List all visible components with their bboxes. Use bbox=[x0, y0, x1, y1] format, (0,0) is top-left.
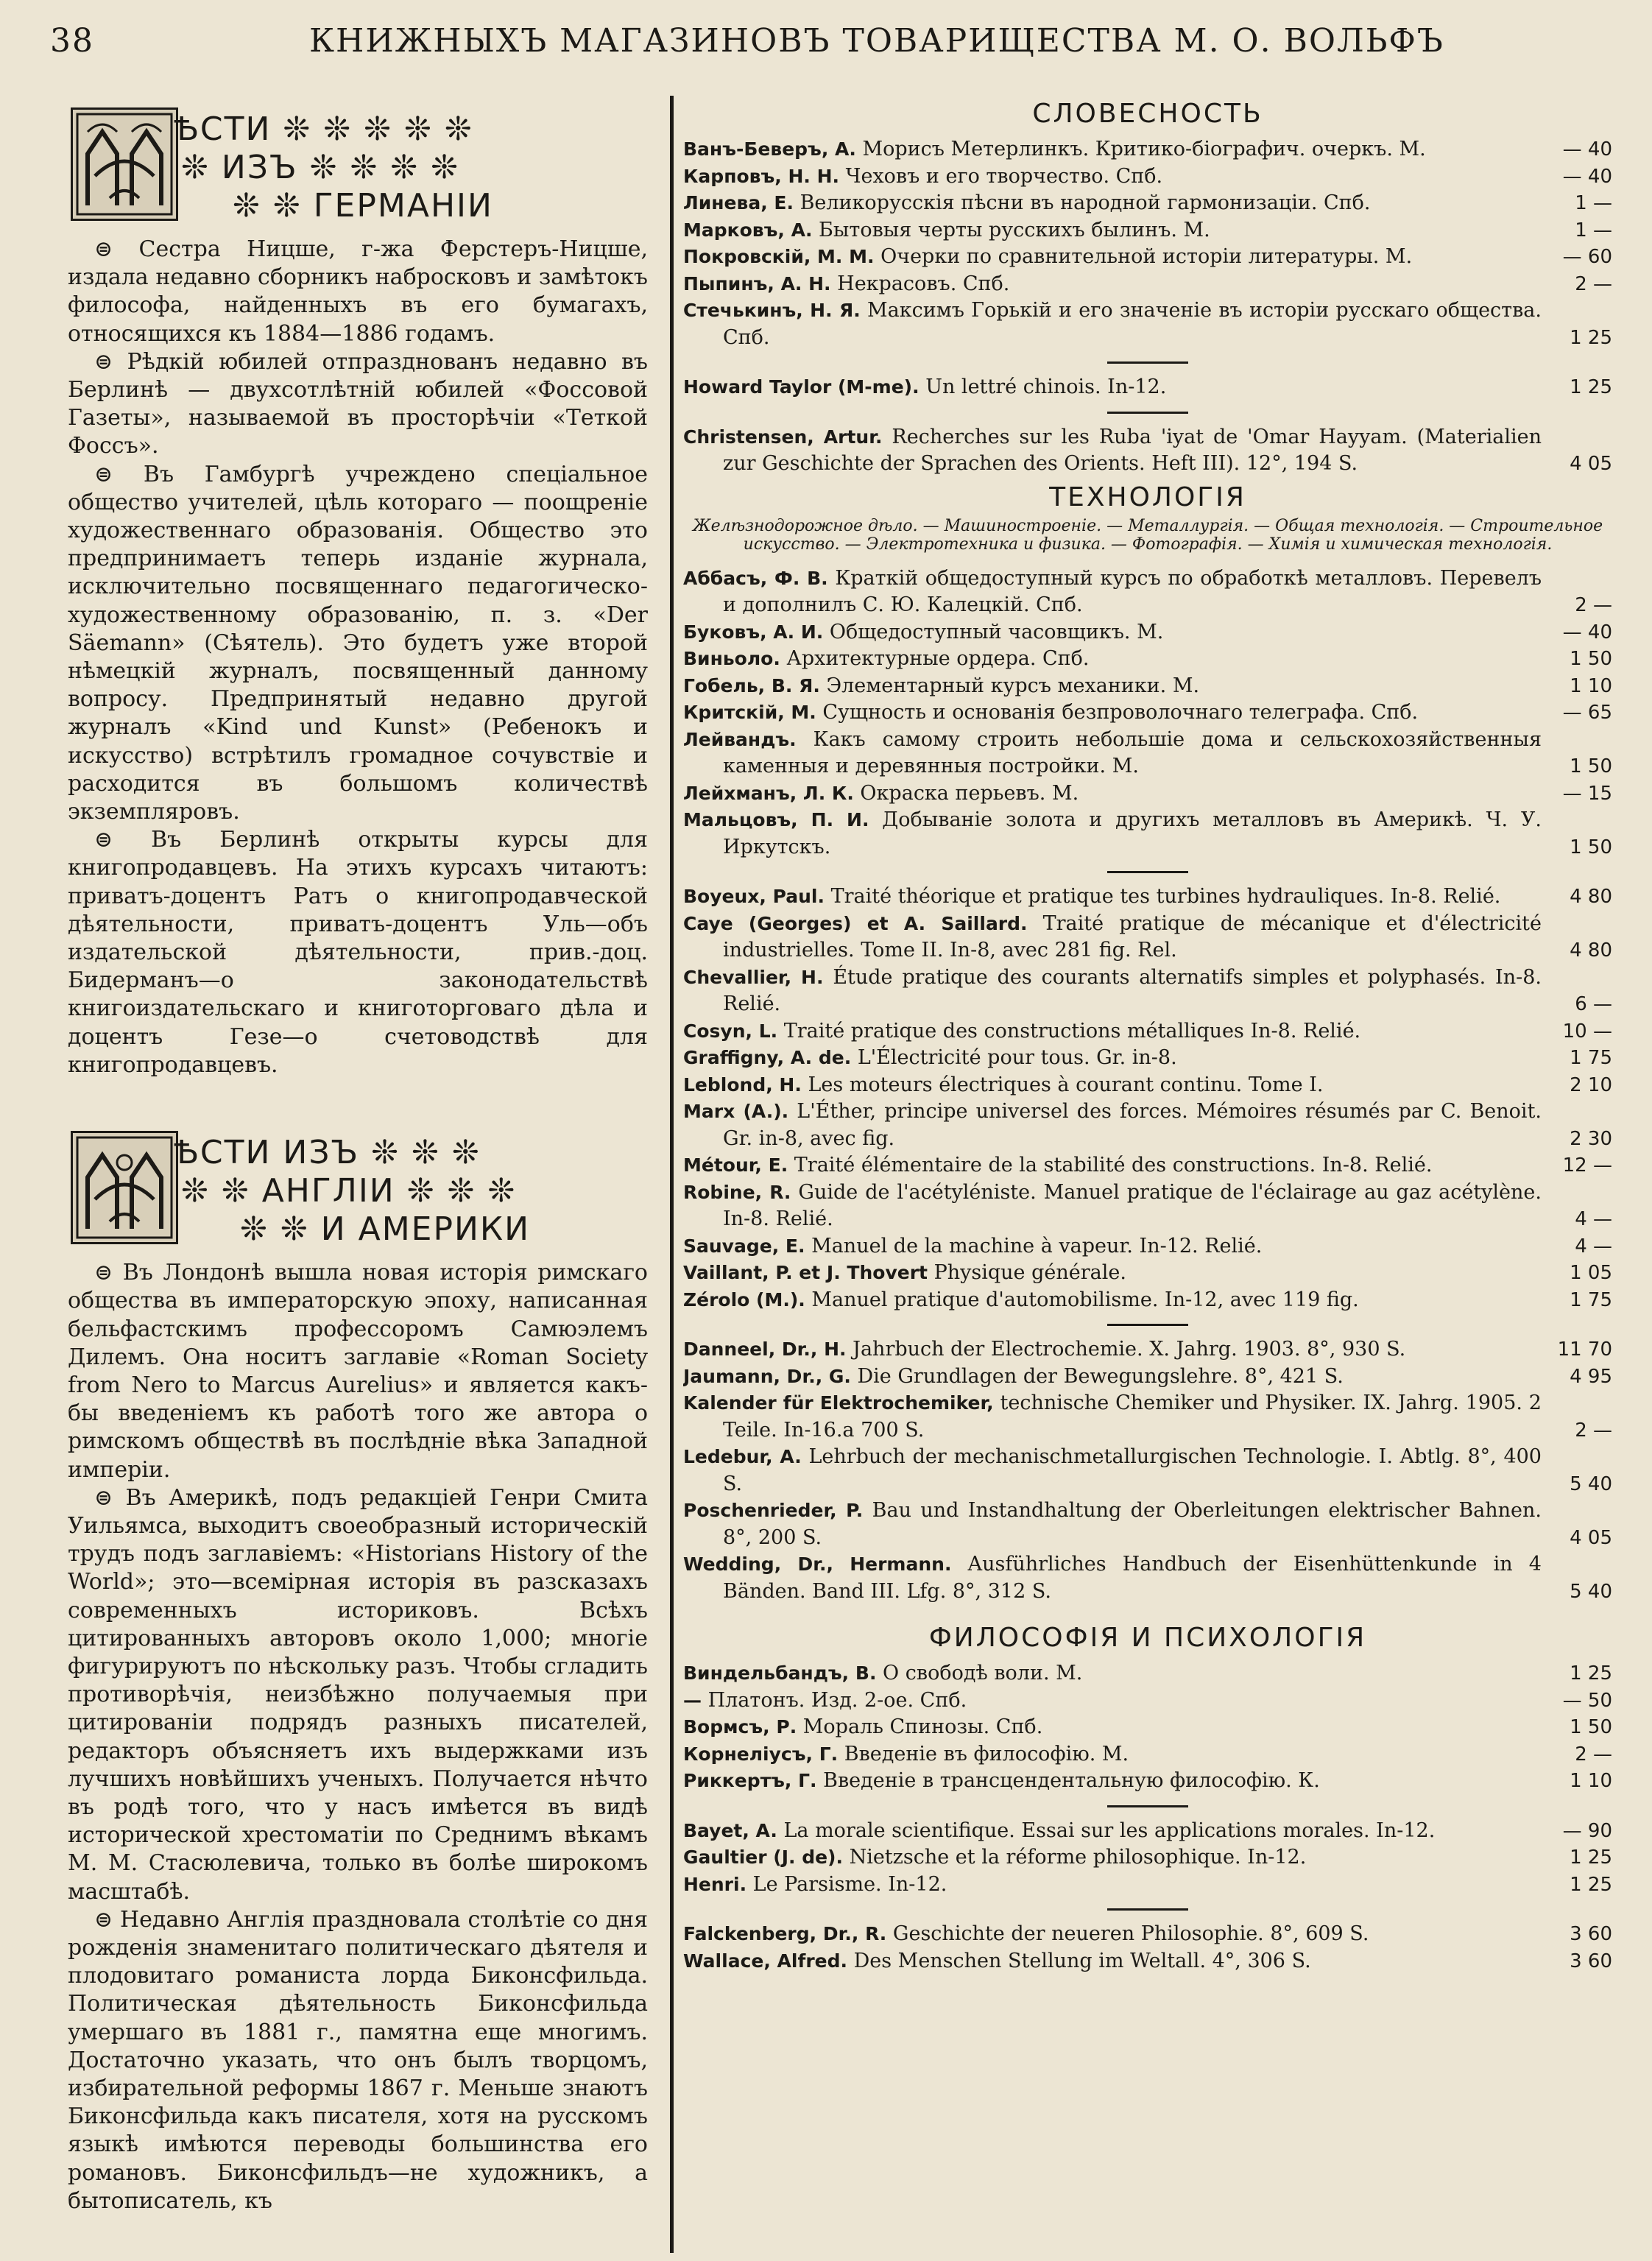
catalog-entry bbox=[683, 374, 1612, 401]
catalog-entry bbox=[683, 619, 1612, 646]
entry-price: 2 — bbox=[1575, 594, 1612, 616]
ornament-initial-icon bbox=[71, 1131, 178, 1244]
entry-title: Введеніе в трансцендентальную философію. К. bbox=[823, 1769, 1320, 1792]
rubric-england-america bbox=[63, 1124, 652, 1250]
entry-author: Boyeux, Paul. bbox=[683, 886, 825, 907]
entry-title: Geschichte der neueren Philosophie. 8°, 609 S. bbox=[892, 1922, 1369, 1945]
entry-author: Robine, R. bbox=[683, 1181, 791, 1203]
entry-title: Элементарный курсъ механики. М. bbox=[826, 674, 1200, 697]
entry-title: Le Parsisme. In-12. bbox=[752, 1872, 947, 1896]
catalog-entry bbox=[683, 163, 1612, 191]
entry-author: Danneel, Dr., H. bbox=[683, 1338, 847, 1360]
entry-title: Nietzsche et la réforme philosophique. In-12. bbox=[849, 1846, 1307, 1869]
entry-title: Великорусскія пѣсни въ народной гармонизаціи. Спб. bbox=[799, 191, 1371, 214]
entry-title: Traité élémentaire de la stabilité des constructions. In-8. Relié. bbox=[794, 1154, 1433, 1177]
entry-price: 1 75 bbox=[1570, 1288, 1612, 1311]
entry-title: Manuel de la machine à vapeur. In-12. Relié. bbox=[811, 1234, 1263, 1258]
entry-price: — 50 bbox=[1562, 1689, 1612, 1712]
entry-title: L'Éther, principe universel des forces. Mémoires résumés par C. Benoit. Gr. in-8, avec fig. bbox=[723, 1100, 1542, 1150]
entry-price: 1 25 bbox=[1570, 1662, 1612, 1685]
entry-title: Jahrbuch der Electrochemie. X. Jahrg. 1903. 8°, 930 S. bbox=[853, 1338, 1406, 1361]
entry-title: Physique générale. bbox=[933, 1261, 1126, 1284]
entry-price: 1 50 bbox=[1570, 755, 1612, 777]
entry-price: 4 — bbox=[1575, 1235, 1612, 1258]
entry-title: Сущность и основанія безпроволочнаго телеграфа. Спб. bbox=[822, 701, 1419, 724]
entry-price: 2 10 bbox=[1570, 1073, 1612, 1096]
entry-price: 4 95 bbox=[1570, 1365, 1612, 1388]
entry-title: Guide de l'acétyléniste. Manuel pratique de l'éclairage au gaz acétylène. In-8. Relié. bbox=[723, 1180, 1542, 1230]
entry-author: Sauvage, E. bbox=[683, 1235, 805, 1257]
catalog-entry bbox=[683, 1498, 1612, 1551]
entry-title: Бытовыя черты русскихъ былинъ. М. bbox=[819, 218, 1210, 241]
entry-price: 12 — bbox=[1562, 1154, 1612, 1177]
entry-author: Марковъ, А. bbox=[683, 219, 813, 241]
entry-author: Ванъ-Беверъ, А. bbox=[683, 138, 856, 160]
catalog-entry bbox=[683, 1364, 1612, 1391]
catalog-entry bbox=[683, 217, 1612, 244]
catalog-entry bbox=[683, 1444, 1612, 1498]
rubric-germany-line-3: ❊ ❊ ГЕРМАНІИ bbox=[233, 187, 493, 225]
entry-title: Traité théorique et pratique tes turbines hydrauliques. In-8. Relié. bbox=[830, 885, 1501, 908]
catalog-entry bbox=[683, 1045, 1612, 1072]
catalog-entry bbox=[683, 807, 1612, 861]
column-divider bbox=[670, 96, 674, 2253]
catalog-entry bbox=[683, 1179, 1612, 1233]
entry-author: Мальцовъ, П. И. bbox=[683, 809, 869, 830]
catalog-entry bbox=[683, 1714, 1612, 1741]
catalog-entry bbox=[683, 1687, 1612, 1715]
catalog-entry bbox=[683, 1018, 1612, 1045]
entry-author: Вормсъ, Р. bbox=[683, 1716, 797, 1738]
entry-price: 1 50 bbox=[1570, 648, 1612, 670]
rubric-germany-line-1: ѢСТИ ❊ ❊ ❊ ❊ ❊ bbox=[174, 110, 473, 148]
entry-title: Manuel pratique d'automobilisme. In-12, avec 119 fig. bbox=[811, 1288, 1359, 1311]
news-paragraph: ⊜ Недавно Англія праздновала столѣтіе со дня рожденія знаменитаго политическаго дѣятеля и плодовитаго романиста лорда Биконсфильда. Политическая дѣятельность Биконсфильда умершаго въ 1881 г., памятна еще многимъ. Достаточно указать, что онъ былъ творцомъ, избирательной реформы 1867 г. Меньше знаютъ Биконсфильда какъ писателя, хотя на русскомъ языкѣ имѣются переводы большинства его романовъ. Биконсфильдъ—не художникъ, а бытописатель, къ bbox=[68, 1906, 648, 2214]
catalog-entry bbox=[683, 565, 1612, 619]
entry-price: 1 25 bbox=[1570, 326, 1612, 349]
catalog-entry bbox=[683, 136, 1612, 163]
catalog-entry bbox=[683, 1152, 1612, 1179]
rubric-england-line-1: ѢСТИ ИЗЪ ❊ ❊ ❊ bbox=[174, 1134, 481, 1172]
entry-title: Платонъ. Изд. 2-ое. Спб. bbox=[707, 1688, 967, 1712]
entry-price: 1 25 bbox=[1570, 1873, 1612, 1896]
entry-title: Lehrbuch der mechanischmetallurgischen Technologie. I. Abtlg. 8°, 400 S. bbox=[723, 1445, 1542, 1495]
entry-title: Мораль Спинозы. Спб. bbox=[802, 1715, 1043, 1738]
entry-title: Bau und Instandhaltung der Oberleitungen elektrischer Bahnen. 8°, 200 S. bbox=[723, 1499, 1542, 1549]
section-slovesnost bbox=[683, 136, 1612, 478]
entry-author: Leblond, H. bbox=[683, 1073, 802, 1096]
entry-author: Покровскій, М. М. bbox=[683, 246, 875, 267]
catalog-entry bbox=[683, 1818, 1612, 1845]
entry-price: — 60 bbox=[1562, 246, 1612, 268]
section-tekhnologiya bbox=[683, 565, 1612, 1606]
entry-title: Максимъ Горькій и его значеніе въ исторіи русскаго общества. Спб. bbox=[723, 299, 1542, 349]
entry-author: Wedding, Dr., Hermann. bbox=[683, 1553, 952, 1575]
entry-title: Архитектурные ордера. Спб. bbox=[786, 647, 1090, 670]
news-paragraph: ⊜ Сестра Ницше, г-жа Ферстеръ-Ницше, издала недавно сборникъ набросковъ и замѣтокъ философа, найденныхъ въ его бумагахъ, относящихся къ 1884—1886 годамъ. bbox=[68, 236, 648, 347]
entry-author: Christensen, Artur. bbox=[683, 426, 883, 448]
entry-price: 1 25 bbox=[1570, 376, 1612, 398]
germany-news bbox=[63, 236, 652, 1079]
rubric-england-line-3: ❊ ❊ И АМЕРИКИ bbox=[240, 1210, 531, 1249]
entry-author: Wallace, Alfred. bbox=[683, 1950, 848, 1972]
news-paragraph: ⊜ Рѣдкій юбилей отпразднованъ недавно въ Берлинѣ — двухсотлѣтній юбилей «Фоссовой Газеты», называемой въ просторѣчіи «Теткой Фоссъ». bbox=[68, 348, 648, 459]
entry-title: Die Grundlagen der Bewegungslehre. 8°, 421 S. bbox=[857, 1364, 1344, 1388]
catalog-entry bbox=[683, 1768, 1612, 1795]
entry-author: Poschenrieder, P. bbox=[683, 1500, 864, 1521]
entry-author: Ledebur, A. bbox=[683, 1446, 802, 1467]
entry-title: Les moteurs électriques à courant continu. Tome I. bbox=[808, 1073, 1324, 1096]
news-paragraph: ⊜ Въ Америкѣ, подъ редакціей Генри Смита Уильямса, выходитъ своеобразный историческій трудъ подъ заглавіемъ: «Historians History of the World»; это—всемірная исторія въ разсказахъ современныхъ историковъ. Всѣхъ цитированныхъ авторовъ около 1,000; многіе фигурируютъ по нѣскольку разъ. Чтобы сгладить противорѣчія, неизбѣжно получаемыя при цитированіи подрядъ разныхъ писателей, редакторъ объясняетъ ихъ выдержками изъ лучшихъ новѣйшихъ ученыхъ. Получается нѣчто въ родѣ того, что у насъ имѣется въ видѣ исторической хрестоматіи по Среднимъ вѣкамъ М. М. Стасюлевича, только въ болѣе широкомъ масштабѣ. bbox=[68, 1484, 648, 1905]
separator-rule bbox=[1107, 1324, 1188, 1326]
entry-author: Falckenberg, Dr., R. bbox=[683, 1923, 887, 1944]
catalog-entry bbox=[683, 271, 1612, 298]
entry-price: 1 75 bbox=[1570, 1047, 1612, 1069]
catalog-entry bbox=[683, 424, 1612, 478]
entry-price: 1 05 bbox=[1570, 1262, 1612, 1284]
entry-author: Виньоло. bbox=[683, 648, 780, 669]
entry-author: Лейхманъ, Л. К. bbox=[683, 782, 854, 804]
entry-price: 3 60 bbox=[1570, 1923, 1612, 1945]
section-heading-slovesnost: СЛОВЕСНОСТЬ bbox=[1032, 99, 1263, 129]
entry-title: Краткій общедоступный курсъ по обработкѣ металловъ. Перевелъ и дополнилъ С. Ю. Калецкій. Спб. bbox=[723, 566, 1542, 616]
separator-rule bbox=[1107, 412, 1188, 414]
entry-title: Ausführliches Handbuch der Eisenhüttenkunde in 4 Bänden. Band III. Lfg. 8°, 312 S. bbox=[723, 1553, 1542, 1603]
entry-title: Traité pratique de mécanique et d'électricité industrielles. Tome II. In-8, avec 281 fig. Rel. bbox=[723, 911, 1542, 962]
entry-author: Лейвандъ. bbox=[683, 728, 797, 750]
entry-price: 4 — bbox=[1575, 1208, 1612, 1230]
entry-author: Cosyn, L. bbox=[683, 1020, 778, 1042]
catalog-entry bbox=[683, 1741, 1612, 1768]
entry-title: Некрасовъ. Спб. bbox=[837, 272, 1010, 295]
entry-title: La morale scientifique. Essai sur les applications morales. In-12. bbox=[783, 1819, 1436, 1842]
news-paragraph: ⊜ Въ Лондонѣ вышла новая исторія римскаго общества въ императорскую эпоху, написанная бельфастскимъ профессоромъ Самюэлемъ Дилемъ. Она носитъ заглавіе «Roman Society from Nero to Marcus Aurelius» и является какъ-бы введеніемъ къ работѣ того же автора о римскомъ обществѣ въ послѣдніе вѣка Западной имперіи. bbox=[68, 1260, 648, 1483]
entry-price: — 90 bbox=[1562, 1819, 1612, 1842]
entry-author: Буковъ, А. И. bbox=[683, 621, 824, 643]
entry-title: L'Électricité pour tous. Gr. in-8. bbox=[857, 1046, 1177, 1069]
catalog-entry bbox=[683, 1551, 1612, 1605]
entry-title: Un lettré chinois. In-12. bbox=[925, 375, 1167, 398]
catalog-entry bbox=[683, 911, 1612, 964]
entry-author: Гобель, В. Я. bbox=[683, 674, 820, 696]
entry-price: — 15 bbox=[1562, 782, 1612, 805]
entry-author: Gaultier (J. de). bbox=[683, 1846, 843, 1868]
entry-title: Окраска перьевъ. М. bbox=[860, 781, 1079, 805]
catalog-entry bbox=[683, 1287, 1612, 1314]
entry-title: Морисъ Метерлинкъ. Критико-біографич. очеркъ. М. bbox=[862, 138, 1426, 161]
entry-price: 4 80 bbox=[1570, 886, 1612, 908]
separator-rule bbox=[1107, 361, 1188, 364]
entry-price: 1 — bbox=[1575, 192, 1612, 214]
entry-price: 2 — bbox=[1575, 272, 1612, 295]
entry-author: Аббасъ, Ф. В. bbox=[683, 567, 828, 589]
catalog-entry bbox=[683, 1390, 1612, 1444]
entry-price: 4 80 bbox=[1570, 939, 1612, 962]
separator-rule bbox=[1107, 871, 1188, 873]
england-news bbox=[63, 1259, 652, 2215]
entry-price: 11 70 bbox=[1557, 1338, 1612, 1361]
catalog-entry bbox=[683, 964, 1612, 1018]
entry-author: Риккертъ, Г. bbox=[683, 1770, 817, 1791]
entry-price: 6 — bbox=[1575, 993, 1612, 1015]
rubric-england-line-2: ❊ ❊ АНГЛІИ ❊ ❊ ❊ bbox=[181, 1172, 517, 1210]
entry-price: 1 10 bbox=[1570, 674, 1612, 697]
catalog-entry bbox=[683, 1098, 1612, 1152]
catalog-entry bbox=[683, 1233, 1612, 1260]
page-header bbox=[44, 16, 1620, 68]
entry-price: 2 — bbox=[1575, 1419, 1612, 1442]
entry-title: О свободѣ воли. М. bbox=[883, 1662, 1083, 1685]
separator-rule bbox=[1107, 1908, 1188, 1911]
right-column bbox=[683, 94, 1612, 2251]
entry-title: Étude pratique des courants alternatifs simples et polyphasés. In-8. Relié. bbox=[723, 965, 1542, 1015]
entry-author: Bayet, A. bbox=[683, 1819, 777, 1841]
entry-title: Общедоступный часовщикъ. М. bbox=[829, 620, 1164, 643]
entry-author: Vaillant, P. et J. Thovert bbox=[683, 1262, 928, 1283]
section-subheading-tekhnologiya: Желѣзнодорожное дѣло. — Машиностроеніе. — Металлургія. — Общая технологія. — Строительное искусство. — Электротехника и физика. — Фотографія. — Химія и химическая технологія. bbox=[692, 516, 1603, 554]
entry-price: 4 05 bbox=[1570, 1526, 1612, 1549]
entry-price: 1 50 bbox=[1570, 836, 1612, 858]
entry-author: Caye (Georges) et A. Saillard. bbox=[683, 912, 1028, 934]
entry-price: — 65 bbox=[1562, 702, 1612, 724]
running-title: КНИЖНЫХЪ МАГАЗИНОВЪ ТОВАРИЩЕСТВА М. О. ВОЛЬФЪ bbox=[309, 22, 1444, 60]
separator-rule bbox=[1107, 1805, 1188, 1807]
rubric-germany-line-2: ❊ ИЗЪ ❊ ❊ ❊ ❊ bbox=[181, 149, 460, 186]
entry-author: Howard Taylor (M-me). bbox=[683, 376, 919, 398]
entry-price: 4 05 bbox=[1570, 453, 1612, 475]
catalog-entry bbox=[683, 780, 1612, 808]
entry-title: Des Menschen Stellung im Weltall. 4°, 306 S. bbox=[853, 1949, 1311, 1972]
entry-price: 10 — bbox=[1562, 1020, 1612, 1043]
catalog-entry bbox=[683, 1072, 1612, 1099]
entry-author: Henri. bbox=[683, 1873, 747, 1895]
entry-author: Корнелiусъ, Г. bbox=[683, 1743, 839, 1765]
entry-author: Виндельбандъ, В. bbox=[683, 1662, 877, 1684]
entry-author: Линева, Е. bbox=[683, 192, 794, 214]
entry-title: technische Chemiker und Physiker. IX. Jahrg. 1905. 2 Teile. In-16.a 700 S. bbox=[723, 1391, 1542, 1442]
news-paragraph: ⊜ Въ Гамбургѣ учреждено спеціальное общество учителей, цѣль котораго — поощреніе художественнаго образованія. Общество это предпринимаетъ теперь изданіе журнала, исключительно посвященнаго педагогическо-художественному образованію, п. з. «Der Säemann» (Сѣятель). Это будетъ уже второй нѣмецкій журналъ, посвященный данному вопросу. Предпринятый недавно другой журналъ «Kind und Kunst» (Ребенокъ и искусство) встрѣтилъ громадное сочувствіе и расходится въ большомъ количествѣ экземпляровъ. bbox=[68, 461, 648, 825]
entry-author: Kalender für Elektrochemiker, bbox=[683, 1392, 994, 1414]
page-number: 38 bbox=[50, 22, 94, 60]
entry-author: Пыпинъ, А. Н. bbox=[683, 272, 831, 294]
catalog-entry bbox=[683, 1336, 1612, 1364]
entry-author: Métour, E. bbox=[683, 1154, 788, 1176]
entry-title: Чеховъ и его творчество. Спб. bbox=[845, 164, 1163, 188]
catalog-entry bbox=[683, 727, 1612, 780]
catalog-entry bbox=[683, 1260, 1612, 1287]
catalog-entry bbox=[683, 1921, 1612, 1948]
catalog-entry bbox=[683, 297, 1612, 351]
entry-author: Chevallier, H. bbox=[683, 966, 824, 988]
entry-author: Graffigny, A. de. bbox=[683, 1047, 852, 1068]
entry-price: 2 — bbox=[1575, 1743, 1612, 1766]
section-heading-tekhnologiya: ТЕХНОЛОГІЯ bbox=[1049, 482, 1246, 512]
catalog-entry bbox=[683, 699, 1612, 727]
entry-author: Критскій, М. bbox=[683, 702, 816, 723]
entry-author: Карповъ, Н. Н. bbox=[683, 165, 839, 187]
catalog-entry bbox=[683, 244, 1612, 271]
entry-author: Jaumann, Dr., G. bbox=[683, 1365, 851, 1387]
catalog-entry bbox=[683, 190, 1612, 217]
entry-author: Стечькинъ, Н. Я. bbox=[683, 300, 861, 321]
section-heading-filosofiya: ФИЛОСОФІЯ И ПСИХОЛОГІЯ bbox=[928, 1623, 1367, 1653]
entry-author: — bbox=[683, 1689, 702, 1711]
catalog-entry bbox=[683, 1948, 1612, 1975]
entry-price: — 40 bbox=[1562, 138, 1612, 161]
entry-price: 1 — bbox=[1575, 219, 1612, 241]
entry-price: 5 40 bbox=[1570, 1580, 1612, 1603]
entry-price: 5 40 bbox=[1570, 1472, 1612, 1495]
entry-title: Какъ самому строить небольшіе дома и сельскохозяйственныя каменныя и деревянныя постройки. М. bbox=[723, 727, 1542, 777]
entry-price: 1 50 bbox=[1570, 1716, 1612, 1738]
entry-author: Marx (A.). bbox=[683, 1101, 789, 1122]
catalog-entry bbox=[683, 1844, 1612, 1872]
catalog-entry bbox=[683, 1872, 1612, 1899]
entry-price: 2 30 bbox=[1570, 1127, 1612, 1150]
catalog-entry bbox=[683, 1660, 1612, 1687]
section-filosofiya bbox=[683, 1660, 1612, 1975]
catalog-entry bbox=[683, 673, 1612, 700]
ornament-initial-icon bbox=[71, 107, 178, 221]
entry-title: Recherches sur les Ruba 'iyat de 'Omar Hayyam. (Materialien zur Geschichte der Sprachen des Orients. Heft III). 12°, 194 S. bbox=[723, 425, 1542, 475]
rubric-germany bbox=[63, 100, 652, 227]
entry-price: — 40 bbox=[1562, 165, 1612, 188]
entry-price: — 40 bbox=[1562, 621, 1612, 643]
entry-price: 3 60 bbox=[1570, 1950, 1612, 1972]
catalog-entry bbox=[683, 646, 1612, 673]
entry-price: 1 10 bbox=[1570, 1770, 1612, 1792]
entry-title: Очерки по сравнительной исторіи литературы. М. bbox=[880, 245, 1413, 268]
catalog-entry bbox=[683, 883, 1612, 911]
entry-title: Добываніе золота и другихъ металловъ въ Америкѣ. Ч. У. Иркутскъ. bbox=[723, 808, 1542, 858]
entry-price: 1 25 bbox=[1570, 1846, 1612, 1869]
left-column bbox=[63, 94, 652, 2251]
entry-title: Traité pratique des constructions métalliques In-8. Relié. bbox=[783, 1019, 1361, 1043]
entry-author: Zérolo (M.). bbox=[683, 1288, 805, 1311]
news-paragraph: ⊜ Въ Берлинѣ открыты курсы для книгопродавцевъ. На этихъ курсахъ читаютъ: приватъ-доцентъ Ратъ о книгопродавческой дѣятельности, приватъ-доцентъ Уль—объ издательской дѣятельности, прив.-доц. Бидерманъ—о законодательствѣ книгоиздательскаго и книготорговаго дѣла и доцентъ Гезе—о счетоводствѣ для книгопродавцевъ. bbox=[68, 827, 648, 1078]
entry-title: Введеніе въ философію. М. bbox=[844, 1742, 1129, 1766]
